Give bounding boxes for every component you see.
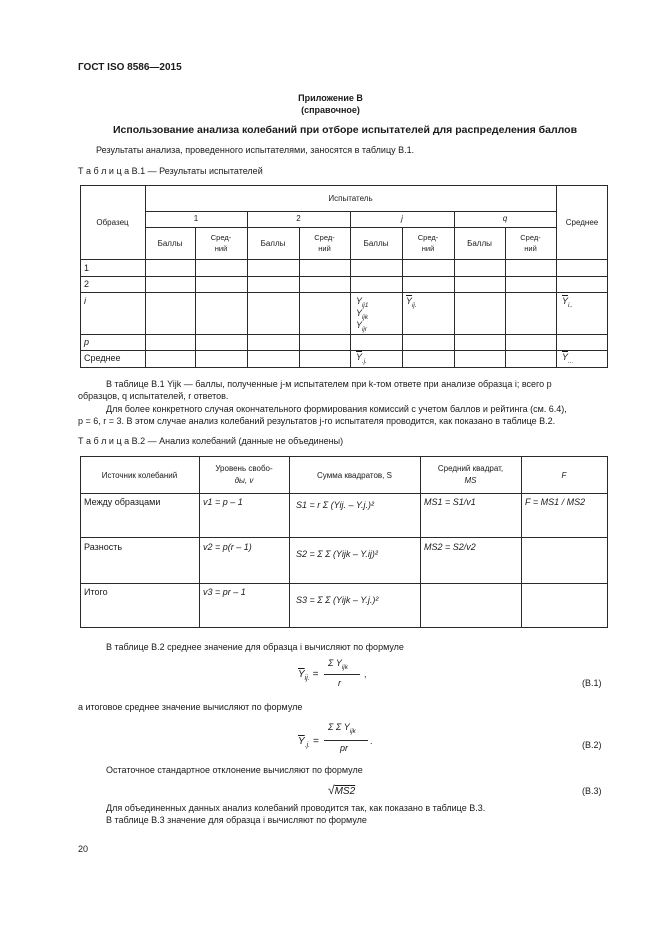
cell-y-ijr: $Y_{ijr}$ bbox=[356, 320, 367, 333]
para2-line1: Для более конкретного случая окончательного формирования комиссий с учетом баллов и рейтинга (см. 6.4), bbox=[106, 404, 567, 414]
para1-line2: образцов, q испытателей, r ответов. bbox=[78, 391, 229, 401]
cell-y-ij1: $Y_{ij1}$ bbox=[356, 296, 369, 309]
row-mean: Среднее bbox=[84, 353, 121, 363]
col-mean: Среднее bbox=[565, 218, 599, 227]
sub-score-j: Баллы bbox=[363, 239, 389, 248]
standard-header: ГОСТ ISO 8586—2015 bbox=[78, 62, 182, 73]
sub-score-1: Баллы bbox=[157, 239, 183, 248]
tester-q: q bbox=[502, 214, 508, 223]
t2-header-ms-a: Средний квадрат, bbox=[437, 464, 504, 473]
formula-intro-2: а итоговое среднее значение вычисляют по формуле bbox=[78, 702, 303, 712]
col-sample: Образец bbox=[96, 218, 129, 227]
sub-mean-qb: ний bbox=[524, 244, 537, 253]
cell-y-j-mean: $\overline{Y}_{.j.}$ bbox=[356, 352, 367, 365]
sub-mean-qa: Сред- bbox=[520, 233, 541, 242]
para1-line1: В таблице В.1 Yijk — баллы, полученные j-м испытателем при k-том ответе при анализе образца i; всего p bbox=[106, 379, 552, 389]
sub-mean-ja: Сред- bbox=[417, 233, 439, 242]
sub-score-q: Баллы bbox=[467, 239, 492, 248]
tail-text-2: В таблице В.3 значение для образца i вычисляют по формуле bbox=[106, 815, 367, 825]
para2-line2: p = 6, r = 3. В этом случае анализ колебаний результатов j-го испытателя проводится, как показано в таблице В.2. bbox=[78, 416, 556, 426]
t2-header-df-b: ды, v bbox=[234, 476, 254, 485]
t2-header-ms-b: MS bbox=[464, 476, 477, 485]
sub-score-2: Баллы bbox=[260, 239, 286, 248]
intro-text: Результаты анализа, проведенного испытателями, заносятся в таблицу В.1. bbox=[96, 145, 415, 155]
t2-header-f: F bbox=[561, 471, 567, 480]
t2-row3-df: v3 = pr – 1 bbox=[203, 587, 246, 597]
t2-s2-formula: S2 = Σ Σ (Yijk – Y.ij)² bbox=[296, 549, 378, 559]
equation-b2-label: (В.2) bbox=[582, 740, 602, 750]
appendix-heading: Использование анализа колебаний при отборе испытателей для распределения баллов bbox=[112, 124, 578, 136]
t2-header-ss: Сумма квадратов, S bbox=[317, 471, 392, 480]
sub-mean-2b: ний bbox=[318, 244, 331, 253]
t2-header-source: Источник колебаний bbox=[101, 471, 178, 480]
table2-caption: Т а б л и ц а В.2 — Анализ колебаний (данные не объединены) bbox=[78, 436, 344, 446]
row-1: 1 bbox=[84, 263, 90, 273]
equation-b1: $\overline{Y}_{ij.}$ = Σ $Y_{ijk}$ r , bbox=[298, 658, 367, 688]
formula-intro-3: Остаточное стандартное отклонение вычисляют по формуле bbox=[106, 765, 363, 775]
table1-caption: Т а б л и ц а В.1 — Результаты испытателей bbox=[78, 166, 263, 176]
page-number: 20 bbox=[78, 844, 89, 854]
equation-b3-label: (В.3) bbox=[582, 786, 602, 796]
row-i: i bbox=[84, 296, 86, 306]
sub-mean-2a: Сред- bbox=[314, 233, 335, 242]
t2-row2-source: Разность bbox=[84, 542, 123, 552]
sub-mean-jb: ний bbox=[421, 244, 435, 253]
tester-j: j bbox=[401, 214, 403, 223]
cell-y-ijk: $Y_{ijk}$ bbox=[356, 308, 368, 321]
appendix-subtitle: (справочное) bbox=[301, 105, 360, 115]
t2-header-df-a: Уровень свобо- bbox=[215, 464, 273, 473]
t2-row1-df: v1 = p – 1 bbox=[203, 497, 243, 507]
t2-row1-ms: MS1 = S1/v1 bbox=[424, 497, 476, 507]
equation-b2: $\overline{Y}_{.j.}$ = Σ Σ $Y_{ijk}$ pr . bbox=[298, 722, 373, 753]
t2-s3-formula: S3 = Σ Σ (Yijk – Y.j.)² bbox=[296, 595, 379, 605]
cell-y-grand-mean: $\overline{Y}_{...}$ bbox=[562, 352, 574, 365]
equation-b1-label: (В.1) bbox=[582, 678, 602, 688]
row-p: p bbox=[84, 337, 90, 347]
equation-b3: √MS2 bbox=[328, 783, 356, 797]
tail-text-1: Для объединенных данных анализ колебаний проводится так, как показано в таблице В.3. bbox=[106, 803, 486, 813]
cell-y-i-mean: $\overline{Y}_{i..}$ bbox=[562, 296, 573, 309]
tester-2: 2 bbox=[296, 214, 301, 223]
t2-row2-df: v2 = p(r – 1) bbox=[203, 542, 252, 552]
formula-intro-1: В таблице В.2 среднее значение для образца i вычисляют по формуле bbox=[106, 642, 404, 652]
t2-row1-f: F = MS1 / MS2 bbox=[525, 497, 586, 507]
tester-1: 1 bbox=[193, 214, 199, 223]
t2-row1-source: Между образцами bbox=[84, 497, 161, 507]
t2-s1-formula: S1 = r Σ (Yij. – Y.j.)² bbox=[296, 500, 375, 510]
sub-mean-1a: Сред- bbox=[210, 233, 232, 242]
t2-row2-ms: MS2 = S2/v2 bbox=[424, 542, 476, 552]
sub-mean-1b: ний bbox=[214, 244, 228, 253]
col-tester: Испытатель bbox=[328, 194, 373, 203]
appendix-title: Приложение В bbox=[298, 93, 363, 103]
t2-row3-source: Итого bbox=[84, 587, 108, 597]
cell-y-ij-mean: $\overline{Y}_{ij.}$ bbox=[406, 296, 417, 309]
row-2: 2 bbox=[84, 279, 90, 289]
